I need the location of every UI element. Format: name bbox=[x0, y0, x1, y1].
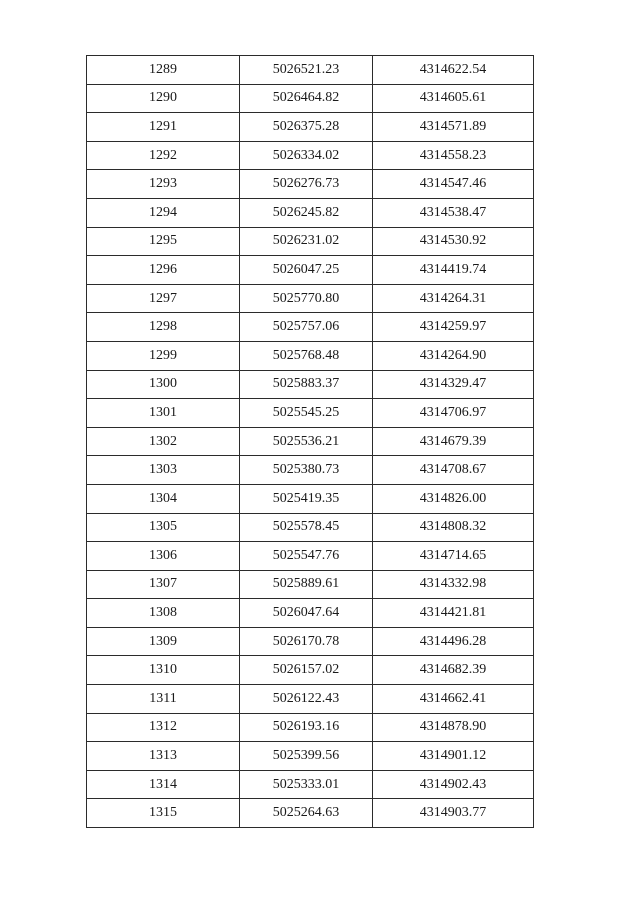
point-number-cell: 1311 bbox=[87, 685, 240, 714]
point-number-cell: 1314 bbox=[87, 770, 240, 799]
x-coordinate-cell: 5025333.01 bbox=[240, 770, 373, 799]
x-coordinate-cell: 5025889.61 bbox=[240, 570, 373, 599]
table-row bbox=[87, 341, 534, 370]
x-coordinate-cell: 5026521.23 bbox=[240, 56, 373, 85]
point-number-cell: 1312 bbox=[87, 713, 240, 742]
x-coordinate-cell: 5026464.82 bbox=[240, 84, 373, 113]
table-row bbox=[87, 742, 534, 771]
x-coordinate-cell: 5026375.28 bbox=[240, 113, 373, 142]
point-number-cell: 1291 bbox=[87, 113, 240, 142]
x-coordinate-cell: 5026193.16 bbox=[240, 713, 373, 742]
x-coordinate-cell: 5025547.76 bbox=[240, 542, 373, 571]
table-row bbox=[87, 799, 534, 828]
table-row bbox=[87, 685, 534, 714]
y-coordinate-cell: 4314538.47 bbox=[373, 198, 534, 227]
x-coordinate-cell: 5026157.02 bbox=[240, 656, 373, 685]
point-number-cell: 1296 bbox=[87, 256, 240, 285]
point-number-cell: 1307 bbox=[87, 570, 240, 599]
x-coordinate-cell: 5025399.56 bbox=[240, 742, 373, 771]
y-coordinate-cell: 4314530.92 bbox=[373, 227, 534, 256]
table-row bbox=[87, 656, 534, 685]
point-number-cell: 1308 bbox=[87, 599, 240, 628]
point-number-cell: 1309 bbox=[87, 627, 240, 656]
y-coordinate-cell: 4314903.77 bbox=[373, 799, 534, 828]
table-row bbox=[87, 56, 534, 85]
y-coordinate-cell: 4314878.90 bbox=[373, 713, 534, 742]
x-coordinate-cell: 5025578.45 bbox=[240, 513, 373, 542]
x-coordinate-cell: 5025536.21 bbox=[240, 427, 373, 456]
point-number-cell: 1310 bbox=[87, 656, 240, 685]
x-coordinate-cell: 5026276.73 bbox=[240, 170, 373, 199]
point-number-cell: 1302 bbox=[87, 427, 240, 456]
point-number-cell: 1303 bbox=[87, 456, 240, 485]
table-row bbox=[87, 170, 534, 199]
point-number-cell: 1304 bbox=[87, 484, 240, 513]
table-row bbox=[87, 713, 534, 742]
table-row bbox=[87, 141, 534, 170]
table-row bbox=[87, 84, 534, 113]
y-coordinate-cell: 4314708.67 bbox=[373, 456, 534, 485]
x-coordinate-cell: 5025264.63 bbox=[240, 799, 373, 828]
point-number-cell: 1305 bbox=[87, 513, 240, 542]
x-coordinate-cell: 5026231.02 bbox=[240, 227, 373, 256]
x-coordinate-cell: 5026334.02 bbox=[240, 141, 373, 170]
y-coordinate-cell: 4314714.65 bbox=[373, 542, 534, 571]
y-coordinate-cell: 4314706.97 bbox=[373, 399, 534, 428]
table-row bbox=[87, 770, 534, 799]
y-coordinate-cell: 4314264.31 bbox=[373, 284, 534, 313]
point-number-cell: 1290 bbox=[87, 84, 240, 113]
y-coordinate-cell: 4314571.89 bbox=[373, 113, 534, 142]
table-row bbox=[87, 284, 534, 313]
x-coordinate-cell: 5025757.06 bbox=[240, 313, 373, 342]
table-row bbox=[87, 570, 534, 599]
table-row bbox=[87, 227, 534, 256]
table-row bbox=[87, 542, 534, 571]
point-number-cell: 1300 bbox=[87, 370, 240, 399]
y-coordinate-cell: 4314682.39 bbox=[373, 656, 534, 685]
point-number-cell: 1313 bbox=[87, 742, 240, 771]
y-coordinate-cell: 4314662.41 bbox=[373, 685, 534, 714]
point-number-cell: 1292 bbox=[87, 141, 240, 170]
y-coordinate-cell: 4314547.46 bbox=[373, 170, 534, 199]
point-number-cell: 1301 bbox=[87, 399, 240, 428]
x-coordinate-cell: 5025883.37 bbox=[240, 370, 373, 399]
y-coordinate-cell: 4314421.81 bbox=[373, 599, 534, 628]
table-row bbox=[87, 113, 534, 142]
y-coordinate-cell: 4314496.28 bbox=[373, 627, 534, 656]
table-row bbox=[87, 456, 534, 485]
table-row bbox=[87, 370, 534, 399]
y-coordinate-cell: 4314558.23 bbox=[373, 141, 534, 170]
y-coordinate-cell: 4314901.12 bbox=[373, 742, 534, 771]
point-number-cell: 1315 bbox=[87, 799, 240, 828]
y-coordinate-cell: 4314622.54 bbox=[373, 56, 534, 85]
x-coordinate-cell: 5026245.82 bbox=[240, 198, 373, 227]
table-row bbox=[87, 399, 534, 428]
coordinate-table bbox=[86, 55, 534, 828]
table-row bbox=[87, 484, 534, 513]
y-coordinate-cell: 4314679.39 bbox=[373, 427, 534, 456]
x-coordinate-cell: 5026047.25 bbox=[240, 256, 373, 285]
point-number-cell: 1297 bbox=[87, 284, 240, 313]
y-coordinate-cell: 4314264.90 bbox=[373, 341, 534, 370]
table-row bbox=[87, 599, 534, 628]
y-coordinate-cell: 4314329.47 bbox=[373, 370, 534, 399]
x-coordinate-cell: 5026122.43 bbox=[240, 685, 373, 714]
x-coordinate-cell: 5025768.48 bbox=[240, 341, 373, 370]
x-coordinate-cell: 5026170.78 bbox=[240, 627, 373, 656]
point-number-cell: 1293 bbox=[87, 170, 240, 199]
y-coordinate-cell: 4314808.32 bbox=[373, 513, 534, 542]
point-number-cell: 1299 bbox=[87, 341, 240, 370]
table-row bbox=[87, 256, 534, 285]
table-row bbox=[87, 198, 534, 227]
x-coordinate-cell: 5025380.73 bbox=[240, 456, 373, 485]
point-number-cell: 1294 bbox=[87, 198, 240, 227]
y-coordinate-cell: 4314902.43 bbox=[373, 770, 534, 799]
y-coordinate-cell: 4314419.74 bbox=[373, 256, 534, 285]
coordinate-table-body bbox=[87, 56, 534, 828]
y-coordinate-cell: 4314605.61 bbox=[373, 84, 534, 113]
table-row bbox=[87, 513, 534, 542]
y-coordinate-cell: 4314332.98 bbox=[373, 570, 534, 599]
table-row bbox=[87, 313, 534, 342]
x-coordinate-cell: 5025419.35 bbox=[240, 484, 373, 513]
x-coordinate-cell: 5025770.80 bbox=[240, 284, 373, 313]
x-coordinate-cell: 5026047.64 bbox=[240, 599, 373, 628]
x-coordinate-cell: 5025545.25 bbox=[240, 399, 373, 428]
table-row bbox=[87, 627, 534, 656]
point-number-cell: 1298 bbox=[87, 313, 240, 342]
table-row bbox=[87, 427, 534, 456]
point-number-cell: 1289 bbox=[87, 56, 240, 85]
y-coordinate-cell: 4314259.97 bbox=[373, 313, 534, 342]
y-coordinate-cell: 4314826.00 bbox=[373, 484, 534, 513]
point-number-cell: 1295 bbox=[87, 227, 240, 256]
point-number-cell: 1306 bbox=[87, 542, 240, 571]
